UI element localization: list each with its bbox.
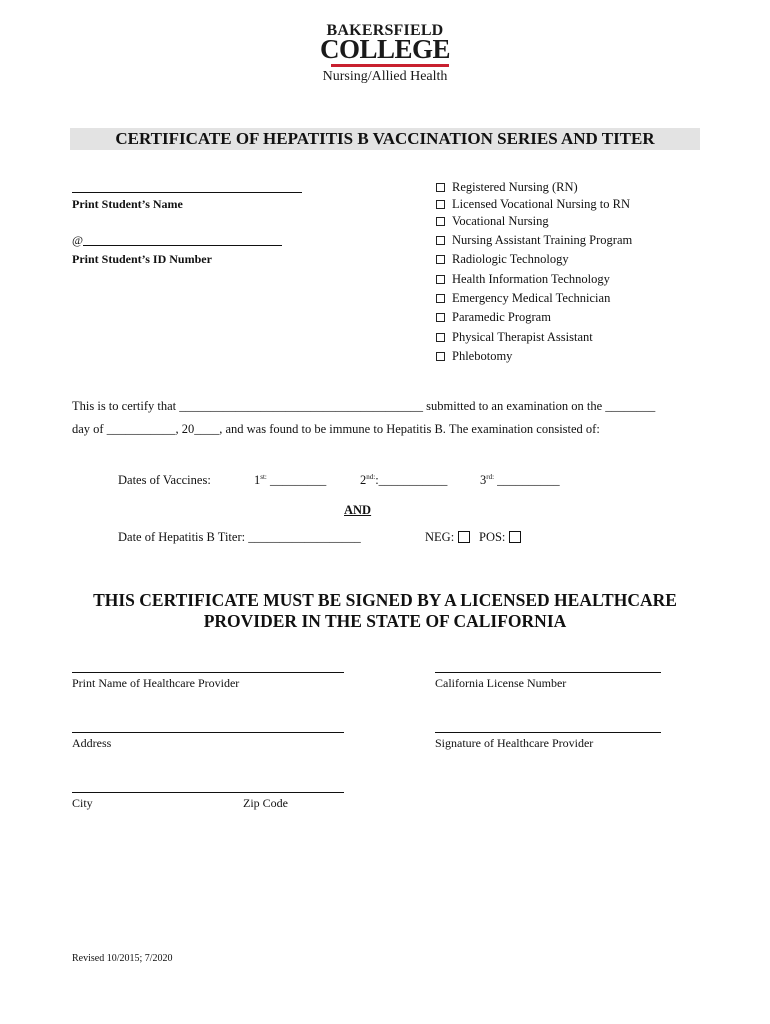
notice-line-2: PROVIDER IN THE STATE OF CALIFORNIA [203,611,567,631]
checkbox-icon[interactable] [436,333,445,342]
pos-checkbox[interactable] [509,531,521,543]
program-item[interactable]: Health Information Technology [436,272,610,287]
checkbox-icon[interactable] [436,236,445,245]
zip-label: Zip Code [243,796,288,810]
program-item[interactable]: Vocational Nursing [436,214,549,229]
titer-pos[interactable]: POS: [479,530,521,545]
vaccine-date-2[interactable]: $2^{nd:}:\_\_\_\_\_\_\_\_\_\_\_$ [360,473,448,487]
logo-bakersfield: BAKERSFIELD [326,22,444,39]
notice-line-1: THIS CERTIFICATE MUST BE SIGNED BY A LICENSED HEALTHCARE [93,590,677,610]
signature-line[interactable] [435,732,661,733]
checkbox-icon[interactable] [436,255,445,264]
checkbox-icon[interactable] [436,183,445,192]
and-label: AND [344,503,372,517]
student-id-line[interactable] [83,245,282,246]
logo-department: Nursing/Allied Health [322,69,448,84]
revised-note: Revised 10/2015; 7/2020 [72,953,173,964]
neg-checkbox[interactable] [458,531,470,543]
certify-line-1: This is to certify that _______________________________________ submitted to an examination on the ________ [72,399,656,413]
program-item[interactable]: Paramedic Program [436,310,551,325]
titer-neg[interactable]: NEG: [425,530,470,545]
certify-line-2: day of ___________, 20____, and was found to be immune to Hepatitis B. The examination consisted of: [72,422,600,436]
checkbox-icon[interactable] [436,313,445,322]
student-name-line[interactable] [72,192,302,193]
checkbox-icon[interactable] [436,275,445,284]
program-item[interactable]: Radiologic Technology [436,252,569,267]
checkbox-icon[interactable] [436,217,445,226]
titer-date[interactable]: Date of Hepatitis B Titer: __________________ [118,530,361,544]
program-item[interactable]: Physical Therapist Assistant [436,330,593,345]
address-line[interactable] [72,732,344,733]
signature-label: Signature of Healthcare Provider [435,736,594,750]
program-item[interactable]: Registered Nursing (RN) [436,180,578,195]
license-number-label: California License Number [435,676,567,690]
logo-college: COLLEGE [319,34,451,64]
city-zip-line[interactable] [72,792,344,793]
provider-name-line[interactable] [72,672,344,673]
address-label: Address [72,736,112,750]
program-item[interactable]: Emergency Medical Technician [436,291,610,306]
program-item[interactable]: Licensed Vocational Nursing to RN [436,197,630,212]
page-title: CERTIFICATE OF HEPATITIS B VACCINATION SERIES AND TITER [115,129,655,148]
student-id-prefix: @ [72,233,84,247]
checkbox-icon[interactable] [436,200,445,209]
student-id-label: Print Student’s ID Number [72,252,212,266]
student-name-label: Print Student’s Name [72,197,183,211]
program-item[interactable]: Nursing Assistant Training Program [436,233,632,248]
logo-accent-rule [331,64,449,67]
vaccine-date-3[interactable]: $3^{rd:}$ __________ [480,473,560,487]
provider-name-label: Print Name of Healthcare Provider [72,676,240,690]
vaccine-date-1[interactable]: $1^{st:}$ _________ [254,473,327,487]
license-number-line[interactable] [435,672,661,673]
checkbox-icon[interactable] [436,352,445,361]
program-item[interactable]: Phlebotomy [436,349,512,364]
city-label: City [72,796,93,810]
checkbox-icon[interactable] [436,294,445,303]
vaccines-label: Dates of Vaccines: [118,473,211,487]
